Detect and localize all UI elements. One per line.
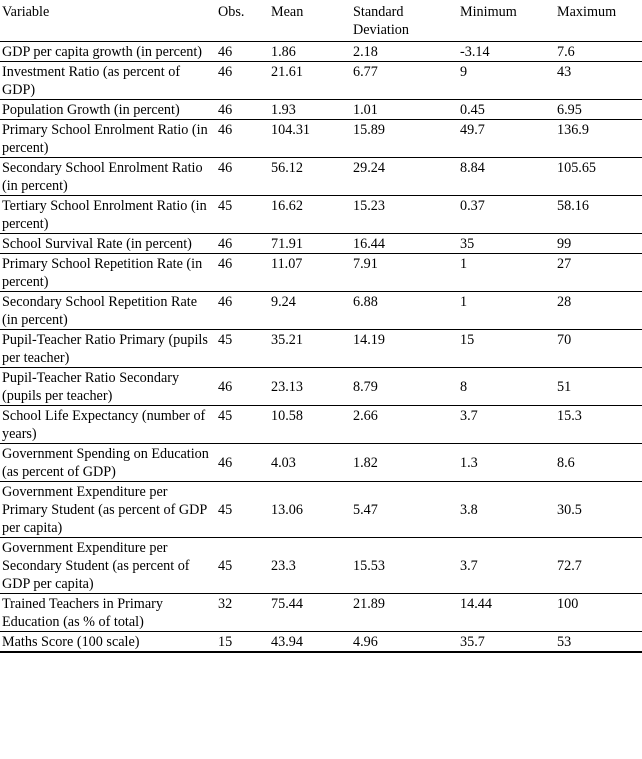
cell-variable: Government Expenditure per Secondary Student (as percent of GDP per capita) (2, 540, 190, 592)
cell-minimum: 8 (460, 379, 468, 395)
cell-variable: School Survival Rate (in percent) (2, 236, 192, 252)
table-row (0, 368, 642, 406)
cell-obs: 45 (218, 198, 233, 214)
cell-obs: 32 (218, 596, 233, 612)
cell-maximum: 43 (557, 64, 572, 80)
cell-minimum: 8.84 (460, 160, 485, 176)
table-row (0, 292, 642, 330)
cell-minimum: 49.7 (460, 122, 485, 138)
cell-obs: 46 (218, 102, 233, 118)
cell-variable: Population Growth (in percent) (2, 102, 180, 118)
cell-minimum: 9 (460, 64, 468, 80)
cell-standard-deviation: 15.53 (353, 558, 385, 574)
cell-mean: 11.07 (271, 256, 303, 272)
table-row (0, 594, 642, 632)
header-variable: Variable (2, 4, 50, 20)
cell-standard-deviation: 1.82 (353, 455, 378, 471)
cell-mean: 1.93 (271, 102, 296, 118)
header-maximum: Maximum (557, 4, 617, 20)
cell-variable: Investment Ratio (as percent of GDP) (2, 64, 181, 98)
table-row (0, 62, 642, 100)
cell-maximum: 72.7 (557, 558, 582, 574)
cell-minimum: 14.44 (460, 596, 492, 612)
cell-maximum: 15.3 (557, 408, 582, 424)
table-header-row (0, 2, 642, 42)
cell-obs: 45 (218, 332, 233, 348)
cell-obs: 45 (218, 502, 233, 518)
cell-obs: 46 (218, 294, 233, 310)
cell-variable: Primary School Repetition Rate (in percent) (2, 256, 203, 290)
cell-variable: Trained Teachers in Primary Education (as % of total) (2, 596, 163, 630)
cell-mean: 21.61 (271, 64, 303, 80)
cell-standard-deviation: 8.79 (353, 379, 378, 395)
cell-minimum: 0.45 (460, 102, 485, 118)
cell-variable: Government Expenditure per Primary Student (as percent of GDP per capita) (2, 484, 207, 536)
cell-mean: 23.3 (271, 558, 296, 574)
cell-standard-deviation: 7.91 (353, 256, 378, 272)
cell-minimum: 0.37 (460, 198, 485, 214)
cell-obs: 46 (218, 122, 233, 138)
table-row (0, 158, 642, 196)
cell-maximum: 7.6 (557, 44, 575, 60)
cell-variable: Maths Score (100 scale) (2, 634, 140, 650)
cell-obs: 46 (218, 44, 233, 60)
cell-mean: 56.12 (271, 160, 303, 176)
cell-variable: School Life Expectancy (number of years) (2, 408, 206, 442)
cell-variable: Tertiary School Enrolment Ratio (in percent) (2, 198, 207, 232)
cell-obs: 46 (218, 379, 233, 395)
cell-mean: 4.03 (271, 455, 296, 471)
cell-maximum: 27 (557, 256, 572, 272)
cell-mean: 35.21 (271, 332, 303, 348)
table-row (0, 234, 642, 254)
cell-maximum: 51 (557, 379, 572, 395)
cell-standard-deviation: 21.89 (353, 596, 385, 612)
cell-maximum: 136.9 (557, 122, 589, 138)
cell-mean: 16.62 (271, 198, 303, 214)
table-row (0, 254, 642, 292)
cell-minimum: -3.14 (460, 44, 490, 60)
cell-variable: Secondary School Enrolment Ratio (in percent) (2, 160, 203, 194)
table-row (0, 330, 642, 368)
cell-mean: 1.86 (271, 44, 296, 60)
cell-minimum: 35.7 (460, 634, 485, 650)
cell-obs: 15 (218, 634, 233, 650)
cell-minimum: 1 (460, 256, 468, 272)
cell-standard-deviation: 29.24 (353, 160, 385, 176)
cell-maximum: 28 (557, 294, 572, 310)
cell-standard-deviation: 16.44 (353, 236, 385, 252)
cell-maximum: 8.6 (557, 455, 575, 471)
cell-minimum: 15 (460, 332, 475, 348)
header-obs: Obs. (218, 4, 245, 20)
cell-standard-deviation: 2.18 (353, 44, 378, 60)
cell-standard-deviation: 2.66 (353, 408, 378, 424)
cell-minimum: 1.3 (460, 455, 478, 471)
cell-obs: 46 (218, 455, 233, 471)
cell-maximum: 53 (557, 634, 572, 650)
cell-variable: Pupil-Teacher Ratio Secondary (pupils per teacher) (2, 370, 180, 404)
cell-minimum: 35 (460, 236, 475, 252)
cell-variable: GDP per capita growth (in percent) (2, 44, 202, 60)
table-row (0, 42, 642, 62)
cell-minimum: 1 (460, 294, 468, 310)
cell-maximum: 99 (557, 236, 572, 252)
table-row (0, 632, 642, 653)
cell-standard-deviation: 4.96 (353, 634, 378, 650)
cell-mean: 13.06 (271, 502, 303, 518)
cell-mean: 23.13 (271, 379, 303, 395)
cell-minimum: 3.8 (460, 502, 478, 518)
cell-maximum: 6.95 (557, 102, 582, 118)
cell-mean: 43.94 (271, 634, 303, 650)
cell-maximum: 105.65 (557, 160, 597, 176)
table-row (0, 444, 642, 482)
table-row (0, 120, 642, 158)
table-row (0, 406, 642, 444)
cell-standard-deviation: 6.88 (353, 294, 378, 310)
cell-obs: 46 (218, 64, 233, 80)
cell-minimum: 3.7 (460, 408, 478, 424)
cell-variable: Secondary School Repetition Rate (in percent) (2, 294, 198, 328)
header-minimum: Minimum (460, 4, 517, 20)
cell-maximum: 58.16 (557, 198, 589, 214)
cell-variable: Primary School Enrolment Ratio (in percent) (2, 122, 208, 156)
cell-maximum: 30.5 (557, 502, 582, 518)
cell-obs: 46 (218, 236, 233, 252)
cell-mean: 104.31 (271, 122, 311, 138)
header-standard-deviation: Standard Deviation (353, 4, 409, 38)
cell-mean: 75.44 (271, 596, 303, 612)
cell-mean: 10.58 (271, 408, 303, 424)
cell-standard-deviation: 14.19 (353, 332, 385, 348)
cell-variable: Pupil-Teacher Ratio Primary (pupils per teacher) (2, 332, 208, 366)
cell-standard-deviation: 1.01 (353, 102, 378, 118)
cell-mean: 71.91 (271, 236, 303, 252)
header-mean: Mean (271, 4, 304, 20)
cell-obs: 45 (218, 558, 233, 574)
cell-obs: 46 (218, 256, 233, 272)
summary-statistics-table (0, 2, 642, 653)
cell-minimum: 3.7 (460, 558, 478, 574)
cell-obs: 46 (218, 160, 233, 176)
table-body (0, 42, 642, 653)
cell-maximum: 70 (557, 332, 572, 348)
table-row (0, 482, 642, 538)
cell-variable: Government Spending on Education (as percent of GDP) (2, 446, 209, 480)
cell-obs: 45 (218, 408, 233, 424)
cell-standard-deviation: 15.23 (353, 198, 385, 214)
cell-mean: 9.24 (271, 294, 296, 310)
table-row (0, 538, 642, 594)
cell-standard-deviation: 6.77 (353, 64, 378, 80)
cell-standard-deviation: 5.47 (353, 502, 378, 518)
table-row (0, 196, 642, 234)
cell-standard-deviation: 15.89 (353, 122, 385, 138)
table-row (0, 100, 642, 120)
cell-maximum: 100 (557, 596, 579, 612)
